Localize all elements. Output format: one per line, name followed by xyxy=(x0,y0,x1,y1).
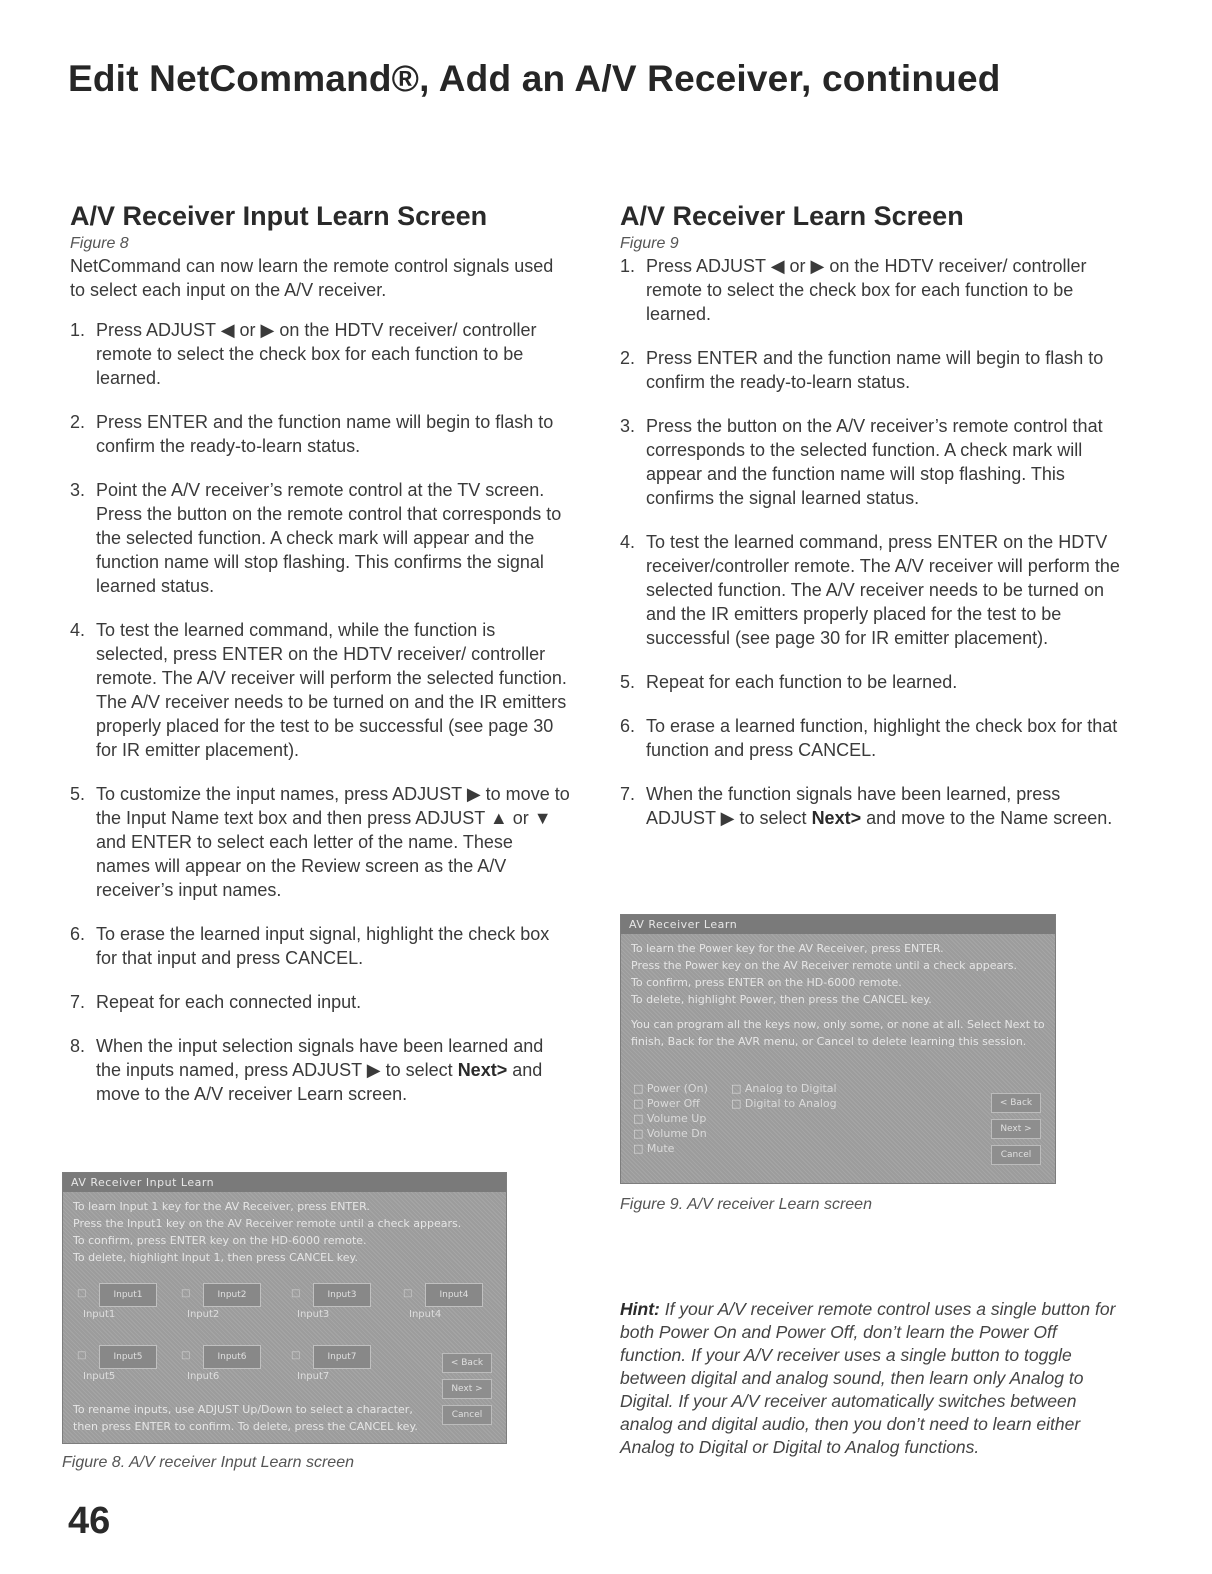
input-box: Input5 xyxy=(99,1345,157,1369)
input-slot xyxy=(291,1345,365,1382)
function-label: Analog to Digital xyxy=(744,1082,837,1095)
input-learn-intro: NetCommand can now learn the remote control signals used to select each input on the A/V receiver. xyxy=(70,256,554,300)
step-text: Repeat for each connected input. xyxy=(96,992,362,1012)
function-checkbox[interactable]: □ Volume Dn xyxy=(633,1127,707,1140)
function-checkbox[interactable]: □ Power (On) xyxy=(633,1082,708,1095)
function-label: Volume Dn xyxy=(646,1127,707,1140)
function-list-1 xyxy=(633,1081,708,1156)
step-text: Press ADJUST ◀ or ▶ on the HDTV receiver/ controller remote to select the check box for each function to be learned. xyxy=(646,256,1087,324)
left-column xyxy=(70,198,570,1126)
input-learn-section-title: A/V Receiver Input Learn Screen xyxy=(70,201,488,231)
screenshot-message: Press the Power key on the AV Receiver remote until a check appears. xyxy=(631,959,1018,972)
step-text-post: and move to the Name screen. xyxy=(861,808,1113,828)
step-number: 3. xyxy=(620,416,636,436)
input-slot xyxy=(403,1283,477,1320)
step-item xyxy=(620,530,1120,650)
next-keyword: Next> xyxy=(811,808,862,828)
input-name: Input5 xyxy=(83,1371,116,1382)
screenshot-footer: then press ENTER to confirm. To delete, press the CANCEL key. xyxy=(73,1420,418,1433)
step-number: 6. xyxy=(70,924,86,944)
step-text: To erase a learned function, highlight the check box for that function and press CANCEL. xyxy=(646,716,1118,760)
checkbox-icon: □ xyxy=(291,1350,301,1361)
screenshot-message: To learn the Power key for the AV Receiver, press ENTER. xyxy=(631,942,944,955)
step-item xyxy=(70,618,570,762)
step-text-post: and move to the A/V receiver Learn screen. xyxy=(96,1060,543,1104)
step-number: 1. xyxy=(620,256,636,276)
step-item xyxy=(70,410,570,458)
step-number: 7. xyxy=(70,992,86,1012)
input-name: Input3 xyxy=(297,1309,330,1320)
step-item xyxy=(70,1034,570,1106)
checkbox-icon: □ xyxy=(181,1288,191,1299)
screenshot-message: To delete, highlight Input 1, then press CANCEL key. xyxy=(73,1251,358,1264)
screenshot-footer: To rename inputs, use ADJUST Up/Down to select a character, xyxy=(73,1403,413,1416)
receiver-learn-steps xyxy=(620,254,1120,830)
step-number: 5. xyxy=(620,672,636,692)
checkbox-icon: □ xyxy=(181,1350,191,1361)
step-text: To erase the learned input signal, highlight the check box for that input and press CANCEL. xyxy=(96,924,550,968)
function-label: Power (On) xyxy=(646,1082,708,1095)
figure-9-reference: Figure 9 xyxy=(620,235,679,252)
figure-8-caption: Figure 8. A/V receiver Input Learn screen xyxy=(62,1454,354,1471)
back-button[interactable]: < Back xyxy=(442,1353,492,1373)
step-text: Press the button on the A/V receiver’s remote control that corresponds to the selected function. A check mark will appear and the function name will stop flashing. This confirms the signal learned status. xyxy=(646,416,1103,508)
step-text: Press ENTER and the function name will begin to flash to confirm the ready-to-learn status. xyxy=(96,412,554,456)
function-checkbox[interactable]: □ Volume Up xyxy=(633,1112,707,1125)
step-item xyxy=(70,318,570,390)
screenshot-message: To confirm, press ENTER key on the HD-6000 remote. xyxy=(73,1234,367,1247)
step-number: 5. xyxy=(70,784,86,804)
function-label: Power Off xyxy=(646,1097,700,1110)
step-item xyxy=(620,414,1120,510)
page-title: Edit NetCommand®, Add an A/V Receiver, continued xyxy=(68,58,1001,99)
checkbox-icon: □ xyxy=(403,1288,413,1299)
step-text: Press ADJUST ◀ or ▶ on the HDTV receiver/ controller remote to select the check box for each function to be learned. xyxy=(96,320,537,388)
function-label: Digital to Analog xyxy=(744,1097,837,1110)
step-number: 4. xyxy=(620,532,636,552)
step-text-pre: When the function signals have been learned, press ADJUST ▶ to select xyxy=(646,784,1061,828)
hint-box xyxy=(620,1298,1120,1459)
input-slot xyxy=(181,1345,255,1382)
function-label: Mute xyxy=(646,1142,675,1155)
page-number: 46 xyxy=(68,1500,111,1542)
function-checkbox[interactable]: □ Power Off xyxy=(633,1097,700,1110)
checkbox-icon: □ xyxy=(291,1288,301,1299)
function-checkbox[interactable]: □ Digital to Analog xyxy=(731,1097,837,1110)
input-box: Input1 xyxy=(99,1283,157,1307)
step-number: 8. xyxy=(70,1036,86,1056)
step-number: 1. xyxy=(70,320,86,340)
input-name: Input1 xyxy=(83,1309,116,1320)
screenshot-title-bar: AV Receiver Input Learn xyxy=(63,1173,506,1192)
step-item xyxy=(620,254,1120,326)
step-number: 4. xyxy=(70,620,86,640)
step-number: 3. xyxy=(70,480,86,500)
step-text-pre: When the input selection signals have been learned and the inputs named, press ADJUST ▶ to select xyxy=(96,1036,544,1080)
function-checkbox[interactable]: □ Mute xyxy=(633,1142,675,1155)
step-item xyxy=(620,346,1120,394)
input-box: Input4 xyxy=(425,1283,483,1307)
step-item xyxy=(70,478,570,598)
input-learn-screenshot xyxy=(62,1172,507,1444)
screenshot-message: You can program all the keys now, only some, or none at all. Select Next to xyxy=(631,1018,1045,1031)
function-checkbox[interactable]: □ Analog to Digital xyxy=(731,1082,837,1095)
next-button[interactable]: Next > xyxy=(442,1379,492,1399)
cancel-button[interactable]: Cancel xyxy=(442,1405,492,1425)
step-number: 2. xyxy=(70,412,86,432)
step-item xyxy=(620,782,1120,830)
back-button[interactable]: < Back xyxy=(991,1093,1041,1113)
screenshot-message: Press the Input1 key on the AV Receiver remote until a check appears. xyxy=(73,1217,462,1230)
function-list-2 xyxy=(731,1081,837,1111)
screenshot-title-bar: AV Receiver Learn xyxy=(621,915,1055,934)
step-item xyxy=(620,714,1120,762)
input-slot xyxy=(77,1283,151,1320)
input-box: Input3 xyxy=(313,1283,371,1307)
step-number: 7. xyxy=(620,784,636,804)
step-number: 6. xyxy=(620,716,636,736)
input-name: Input2 xyxy=(187,1309,220,1320)
checkbox-icon: □ xyxy=(77,1288,87,1299)
screenshot-message: finish, Back for the AVR menu, or Cancel to delete learning this session. xyxy=(631,1035,1027,1048)
step-text: To test the learned command, while the function is selected, press ENTER on the HDTV receiver/ controller remote. The A/V receiver will perform the selected function. The A/V receiver needs to be turned on and the IR emitters properly placed for the test to be successful (see page 30 for IR emitter placement). xyxy=(96,620,567,760)
checkbox-icon: □ xyxy=(77,1350,87,1361)
input-box: Input6 xyxy=(203,1345,261,1369)
function-label: Volume Up xyxy=(646,1112,707,1125)
step-text: Repeat for each function to be learned. xyxy=(646,672,958,692)
input-name: Input7 xyxy=(297,1371,330,1382)
input-box: Input2 xyxy=(203,1283,261,1307)
figure-9-caption: Figure 9. A/V receiver Learn screen xyxy=(620,1196,872,1213)
input-name: Input6 xyxy=(187,1371,220,1382)
step-item xyxy=(70,922,570,970)
receiver-learn-section-title: A/V Receiver Learn Screen xyxy=(620,201,964,231)
receiver-learn-screenshot xyxy=(620,914,1056,1184)
step-text: Point the A/V receiver’s remote control at the TV screen. Press the button on the remote control that corresponds to the selected function. A check mark will appear and the function name will stop flashing. This confirms the signal learned status. xyxy=(96,480,562,596)
screenshot-message: To delete, highlight Power, then press the CANCEL key. xyxy=(631,993,932,1006)
figure-8-reference: Figure 8 xyxy=(70,235,129,252)
input-learn-steps xyxy=(70,318,570,1106)
input-slot xyxy=(77,1345,151,1382)
input-box: Input7 xyxy=(313,1345,371,1369)
step-number: 2. xyxy=(620,348,636,368)
next-button[interactable]: Next > xyxy=(991,1119,1041,1139)
step-item xyxy=(70,990,570,1014)
hint-text: If your A/V receiver remote control uses a single button for both Power On and Power Off, don’t learn the Power Off function. If your A/V receiver uses a single button to toggle between digital and analog sound, then learn only Analog to Digital. If your A/V receiver automatically switches between analog and digital audio, then you don’t need to learn either Analog to Digital or Digital to Analog functions. xyxy=(620,1299,1116,1457)
input-slot xyxy=(181,1283,255,1320)
screenshot-message: To confirm, press ENTER on the HD-6000 remote. xyxy=(631,976,902,989)
step-text: To test the learned command, press ENTER on the HDTV receiver/controller remote. The A/V receiver will perform the selected function. The A/V receiver needs to be turned on and the IR emitters properly placed for the test to be successful (see page 30 for IR emitter placement). xyxy=(646,532,1120,648)
right-column xyxy=(620,198,1120,850)
input-slot xyxy=(291,1283,365,1320)
cancel-button[interactable]: Cancel xyxy=(991,1145,1041,1165)
hint-label: Hint: xyxy=(620,1299,660,1319)
step-item xyxy=(70,782,570,902)
step-text: Press ENTER and the function name will begin to flash to confirm the ready-to-learn status. xyxy=(646,348,1104,392)
step-text: To customize the input names, press ADJUST ▶ to move to the Input Name text box and then press ADJUST ▲ or ▼ and ENTER to select each letter of the name. These names will appear on the Review screen as the A/V receiver’s input names. xyxy=(96,784,570,900)
screenshot-message: To learn Input 1 key for the AV Receiver, press ENTER. xyxy=(73,1200,370,1213)
step-item xyxy=(620,670,1120,694)
input-name: Input4 xyxy=(409,1309,442,1320)
next-keyword: Next> xyxy=(457,1060,508,1080)
